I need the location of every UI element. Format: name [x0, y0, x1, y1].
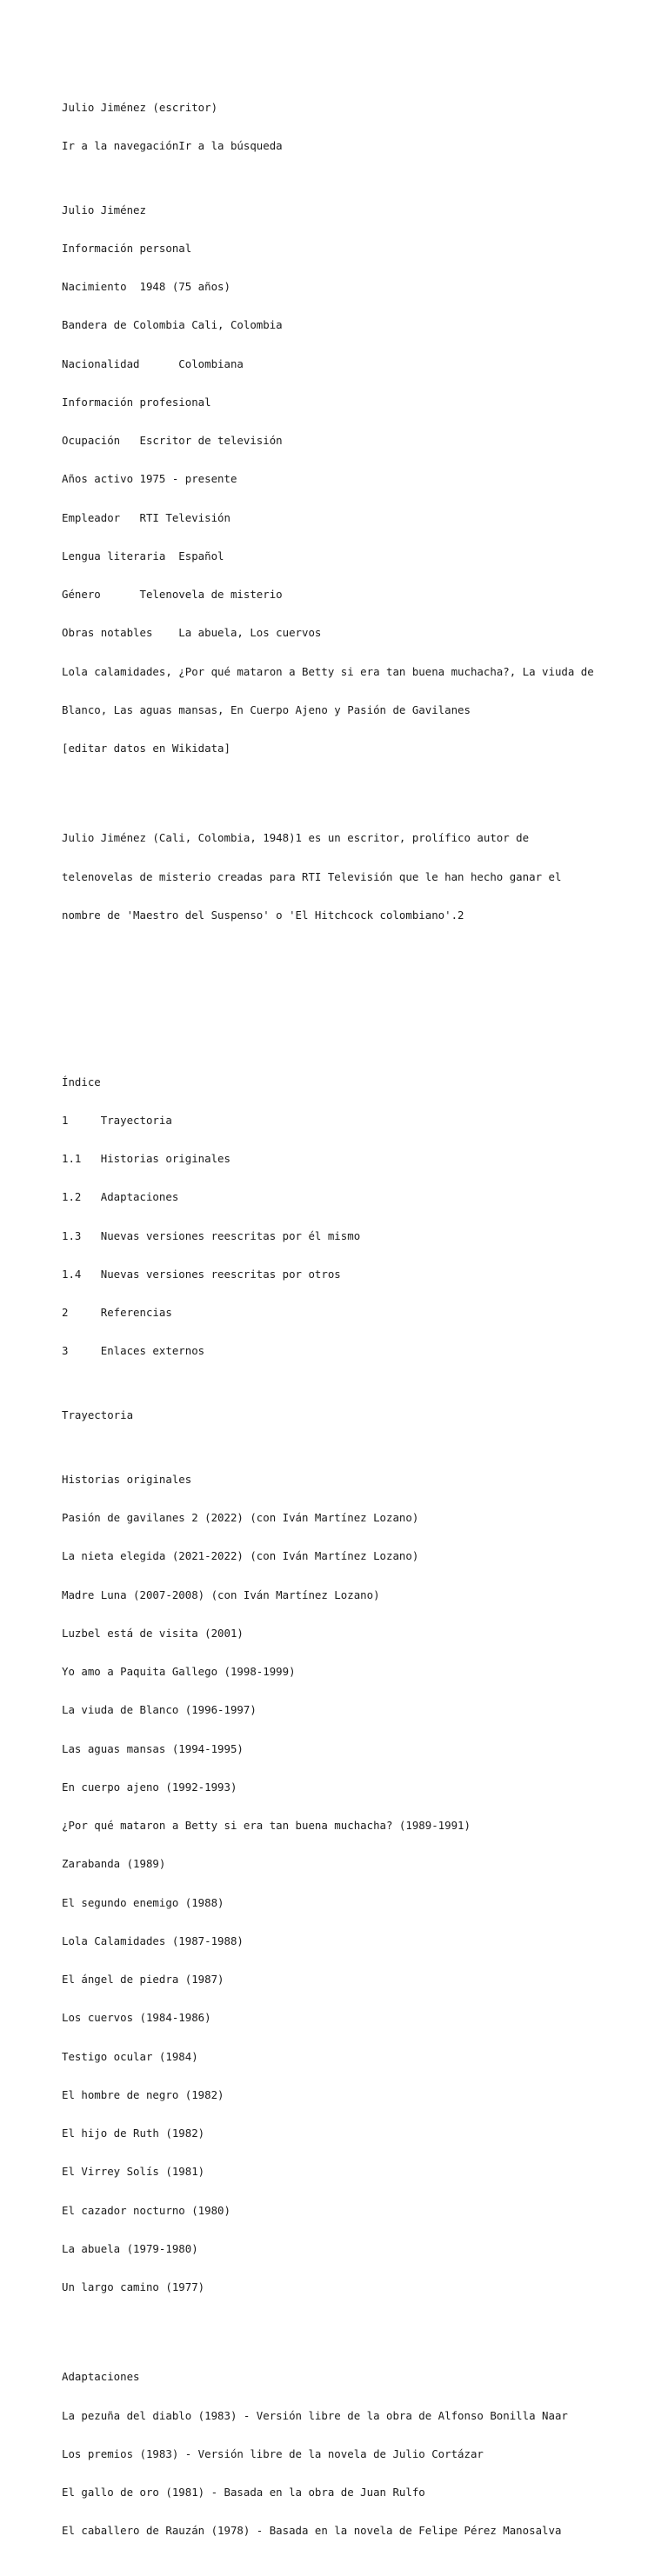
toc-item[interactable]: 1.4 Nuevas versiones reescritas por otros: [62, 1267, 341, 1281]
toc-item[interactable]: 1.1 Historias originales: [62, 1152, 230, 1165]
list-item: Madre Luna (2007-2008) (con Iván Martínez Lozano): [62, 1588, 380, 1601]
infobox-notable-works-cont: Lola calamidades, ¿Por qué mataron a Betty si era tan buena muchacha?, La viuda de: [62, 664, 594, 678]
list-item: El caballero de Rauzán (1978) - Basada en la novela de Felipe Pérez Manosalva: [62, 2524, 562, 2538]
list-item: Lola Calamidades (1987-1988): [62, 1934, 244, 1947]
infobox: [62, 178, 653, 781]
toc-item[interactable]: 1.2 Adaptaciones: [62, 1190, 179, 1204]
infobox-years-active: Años activo 1975 - presente: [62, 472, 237, 486]
list-item: Las aguas mansas (1994-1995): [62, 1741, 244, 1755]
spacer: [62, 974, 653, 987]
list-item: El cazador nocturno (1980): [62, 2203, 230, 2217]
intro-line: nombre de 'Maestro del Suspenso' o 'El Hitchcock colombiano'.2: [62, 908, 464, 922]
list-item: ¿Por qué mataron a Betty si era tan buena muchacha? (1989-1991): [62, 1819, 471, 1832]
list-item: La pezuña del diablo (1983) - Versión libre de la obra de Alfonso Bonilla Naar: [62, 2408, 568, 2422]
infobox-nationality: Nacionalidad Colombiana: [62, 356, 244, 370]
toc-item[interactable]: 1.3 Nuevas versiones reescritas por él mismo: [62, 1228, 361, 1242]
infobox-personal-header: Información personal: [62, 241, 192, 255]
infobox-birthplace: Bandera de Colombia Cali, Colombia: [62, 318, 283, 332]
list-item: Luzbel está de visita (2001): [62, 1626, 244, 1640]
toc-item[interactable]: 2 Referencias: [62, 1306, 172, 1319]
infobox-birth: Nacimiento 1948 (75 años): [62, 280, 230, 293]
list-item: Testigo ocular (1984): [62, 2049, 198, 2063]
infobox-name: Julio Jiménez: [62, 203, 146, 216]
list-item: El hombre de negro (1982): [62, 2087, 224, 2101]
infobox-employer: Empleador RTI Televisión: [62, 510, 230, 524]
intro-paragraph: [62, 807, 653, 948]
infobox-notable-works-cont: Blanco, Las aguas mansas, En Cuerpo Ajeno y Pasión de Gavilanes: [62, 702, 471, 716]
list-item: Yo amo a Paquita Gallego (1998-1999): [62, 1665, 296, 1678]
list-item: En cuerpo ajeno (1992-1993): [62, 1780, 237, 1794]
table-of-contents: [62, 1050, 653, 1384]
list-item: Pasión de gavilanes 2 (2022) (con Iván Martínez Lozano): [62, 1511, 419, 1524]
career-header: Trayectoria: [62, 1408, 134, 1421]
list-item: El hijo de Ruth (1982): [62, 2127, 205, 2140]
intro-line: Julio Jiménez (Cali, Colombia, 1948)1 es un escritor, prolífico autor de: [62, 831, 530, 845]
list-item: El ángel de piedra (1987): [62, 1973, 224, 1986]
list-item: La abuela (1979-1980): [62, 2241, 198, 2255]
toc-item[interactable]: 1 Trayectoria: [62, 1113, 172, 1127]
adaptations-section: [62, 2346, 653, 2564]
intro-line: telenovelas de misterio creadas para RTI Televisión que le han hecho ganar el: [62, 869, 562, 883]
list-item: Los cuervos (1984-1986): [62, 2011, 211, 2025]
originals-section: [62, 1448, 653, 2320]
spacer: [62, 1012, 653, 1025]
infobox-occupation: Ocupación Escritor de televisión: [62, 434, 283, 447]
navigation-links[interactable]: Ir a la navegaciónIr a la búsqueda: [62, 138, 283, 152]
originals-header: Historias originales: [62, 1472, 192, 1486]
list-item: La nieta elegida (2021-2022) (con Iván Martínez Lozano): [62, 1549, 419, 1563]
infobox-professional-header: Información profesional: [62, 395, 211, 409]
infobox-notable-works: Obras notables La abuela, Los cuervos: [62, 626, 322, 640]
toc-item[interactable]: 3 Enlaces externos: [62, 1344, 205, 1358]
page-title: Julio Jiménez (escritor): [62, 100, 218, 114]
list-item: La viuda de Blanco (1996-1997): [62, 1703, 257, 1717]
list-item: Los premios (1983) - Versión libre de la novela de Julio Cortázar: [62, 2446, 484, 2460]
document-body: [62, 76, 653, 2576]
list-item: Zarabanda (1989): [62, 1857, 166, 1871]
list-item: El Virrey Solís (1981): [62, 2165, 205, 2179]
edit-wikidata-link[interactable]: [editar datos en Wikidata]: [62, 742, 230, 755]
list-item: Un largo camino (1977): [62, 2280, 205, 2293]
adaptations-header: Adaptaciones: [62, 2370, 140, 2384]
infobox-language: Lengua literaria Español: [62, 549, 224, 562]
list-item: El segundo enemigo (1988): [62, 1895, 224, 1909]
infobox-genre: Género Telenovela de misterio: [62, 588, 283, 601]
list-item: El gallo de oro (1981) - Basada en la obra de Juan Rulfo: [62, 2486, 425, 2499]
toc-header: Índice: [62, 1075, 101, 1088]
